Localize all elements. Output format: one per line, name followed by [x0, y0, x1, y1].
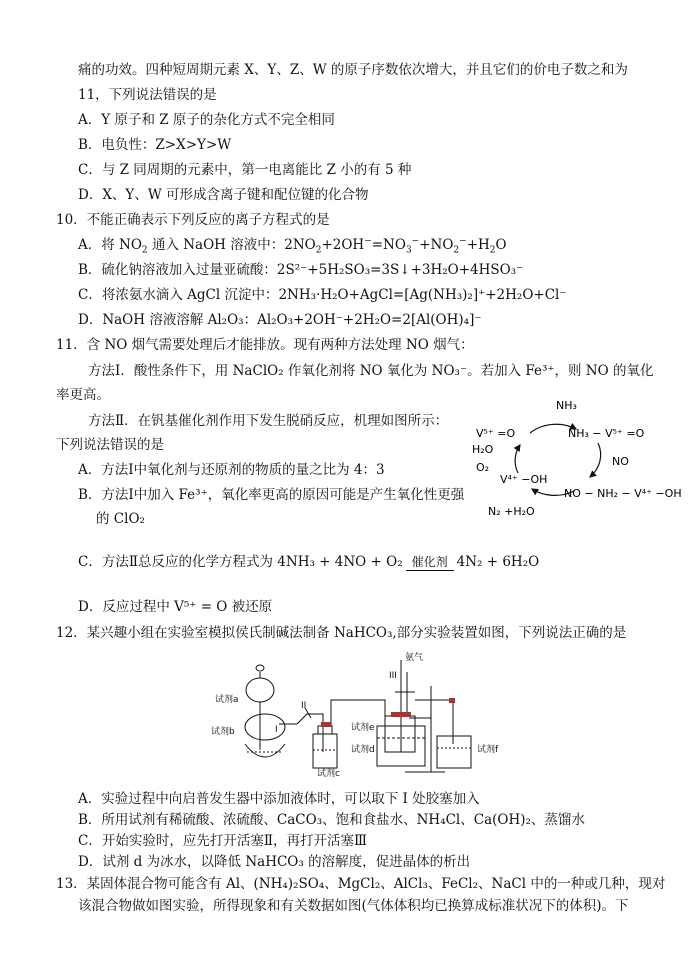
- q12-option-d: D．试剂 d 为冰水，以降低 NaHCO₃ 的溶解度，促进晶体的析出: [78, 854, 471, 870]
- label-v5-left: V⁵⁺ =O: [476, 427, 516, 440]
- cycle-arrow-right: [590, 443, 601, 477]
- label-bottom-left: N₂ +H₂O: [488, 505, 535, 518]
- q9-option-b: B．电负性：Z>X>Y>W: [78, 137, 232, 153]
- label-reagent-d: 试剂d: [351, 745, 375, 755]
- label-v5-right: NH₃ − V⁵⁺ =O: [568, 427, 645, 440]
- q9-stem-line2: 11，下列说法错误的是: [78, 87, 217, 103]
- label-reagent-f: 试剂f: [477, 745, 499, 755]
- q11-method1-line2: 率更高。: [56, 387, 110, 403]
- q11-method2-line2: 下列说法错误的是: [56, 437, 164, 453]
- label-valve-1: I: [275, 725, 278, 735]
- q12-option-a: A．实验过程中向启普发生器中添加液体时，可以取下 I 处胶塞加入: [78, 791, 480, 807]
- q13-stem-line1: 13．某固体混合物可能含有 Al、(NH₄)₂SO₄、MgCl₂、AlCl₃、FeCl₂、NaCl 中的一种或几种，现对: [56, 876, 666, 892]
- label-valve-3: III: [389, 671, 397, 681]
- q10-option-c: C．将浓氨水滴入 AgCl 沉淀中：2NH₃·H₂O+AgCl=[Ag(NH₃)₂]⁺+2H₂O+Cl⁻: [78, 287, 567, 303]
- q9-stem-line1: 痛的功效。四种短周期元素 X、Y、Z、W 的原子序数依次增大，并且它们的价电子数之和为: [78, 62, 628, 78]
- q10-stem: 10．不能正确表示下列反应的离子方程式的是: [56, 212, 330, 228]
- q11-option-c: C．方法Ⅱ总反应的化学方程式为 4NH₃ + 4NO + O₂ 催化剂 4N₂ + 6H₂O: [78, 554, 540, 570]
- q12-stem: 12．某兴趣小组在实验室模拟侯氏制碱法制备 NaHCO₃,部分实验装置如图，下列说法正确的是: [56, 625, 627, 641]
- catalyst-mechanism-diagram: [470, 395, 685, 525]
- label-o2: O₂: [476, 461, 490, 474]
- catalyst-arrow: 催化剂: [406, 555, 454, 571]
- label-reagent-c: 试剂c: [317, 769, 340, 779]
- apparatus-diagram: [205, 652, 520, 780]
- q11-method1-line1: 方法Ⅰ．酸性条件下，用 NaClO₂ 作氧化剂将 NO 氧化为 NO₃⁻。若加入 Fe³⁺，则 NO 的氧化: [88, 363, 654, 379]
- label-ammonia: 氨气: [405, 653, 424, 663]
- q11-stem: 11．含 NO 烟气需要处理后才能排放。现有两种方法处理 NO 烟气：: [56, 337, 474, 353]
- label-h2o: H₂O: [472, 443, 494, 456]
- label-nh3: NH₃: [556, 399, 577, 412]
- label-valve-2: II: [301, 701, 307, 711]
- q10-option-b: B．硫化钠溶液加入过量亚硫酸：2S²⁻+5H₂SO₃=3S↓+3H₂O+4HSO₃⁻: [78, 262, 524, 278]
- q13-stem-line2: 该混合物做如图实验，所得现象和有关数据如图(气体体积均已换算成标准状况下的体积)。下: [78, 898, 629, 914]
- q11-method2-line1: 方法Ⅱ．在钒基催化剂作用下发生脱硝反应，机理如图所示：: [88, 413, 449, 429]
- label-bottom-right: NO − NH₂ − V⁴⁺ −OH: [564, 487, 682, 500]
- q11-option-a: A．方法Ⅰ中氧化剂与还原剂的物质的量之比为 4：3: [78, 462, 385, 478]
- q12-option-c: C．开始实验时，应先打开活塞Ⅱ，再打开活塞Ⅲ: [78, 833, 368, 849]
- label-reagent-e: 试剂e: [351, 723, 375, 733]
- q10-option-d: D．NaOH 溶液溶解 Al₂O₃：Al₂O₃+2OH⁻+2H₂O=2[Al(OH)₄]⁻: [78, 312, 482, 328]
- label-no: NO: [612, 455, 629, 468]
- q9-option-d: D．X、Y、W 可形成含离子键和配位键的化合物: [78, 187, 369, 203]
- q9-option-a: A．Y 原子和 Z 原子的杂化方式不完全相同: [78, 112, 335, 128]
- q11-option-b-line2: 的 ClO₂: [96, 511, 145, 527]
- label-reagent-b: 试剂b: [211, 727, 235, 737]
- q12-option-b: B．所用试剂有稀硫酸、浓硫酸、CaCO₃、饱和食盐水、NH₄Cl、Ca(OH)₂、蒸馏水: [78, 812, 585, 828]
- q11-option-d: D．反应过程中 V⁵⁺ = O 被还原: [78, 599, 273, 615]
- q10-option-a: A．将 $NO_2$ 通入 NaOH 溶液中：$2NO_2+2OH^-=NO_3^-+NO_2^-+H_2O$: [78, 236, 507, 256]
- q11-option-b-line1: B．方法Ⅰ中加入 Fe³⁺，氧化率更高的原因可能是产生氧化性更强: [78, 487, 465, 503]
- label-v4: V⁴⁺ −OH: [500, 473, 548, 486]
- q9-option-c: C．与 Z 同周期的元素中，第一电离能比 Z 小的有 5 种: [78, 162, 412, 178]
- label-reagent-a: 试剂a: [215, 695, 239, 705]
- cycle-arrow-left: [515, 445, 520, 473]
